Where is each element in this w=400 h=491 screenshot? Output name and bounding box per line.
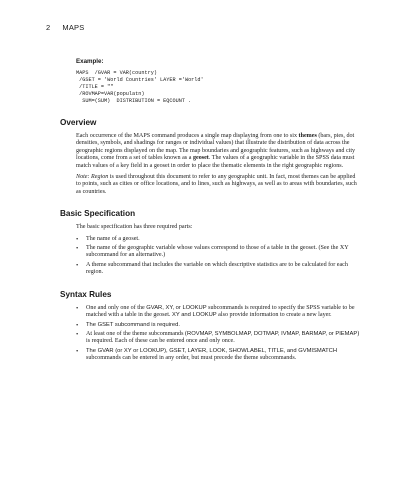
- term-geoset: geoset: [192, 155, 209, 162]
- page-body: [60, 58, 360, 365]
- overview-paragraph: Each occurrence of the MAPS command produces a single map displaying from one to six themes (bars, pies, dot densities, symbols, and shadings for ranges or individual values) that illustrate the distribution of data across the geographic regions displayed on the map. The map boundaries and geographic features, such as highways and city locations, come from a set of tables known as a geoset. The values of a geographic variable in the SPSS data must match values of a key field in a geoset in order to place the thematic elements in the right geographic regions.: [76, 133, 356, 169]
- section-title: MAPS: [62, 23, 85, 32]
- term-themes: themes: [298, 133, 317, 139]
- syntax-rules-heading: Syntax Rules: [60, 289, 112, 299]
- list-item: • The name of a geoset.: [76, 236, 360, 243]
- basic-spec-list: [60, 236, 360, 277]
- basic-spec-heading: Basic Specification: [60, 209, 136, 219]
- page-number: 2: [46, 23, 51, 32]
- list-item: • The GSET subcommand is required.: [76, 322, 360, 329]
- list-item: • A theme subcommand that includes the variable on which descriptive statistics are to be calculated for each region.: [76, 262, 360, 277]
- example-code: MAPS /GVAR = VAR(country) /GSET = 'World Countries' LAYER ='World' /TITLE = "" /ROVMAP=VAR(populatn) SUM=(SUM) DISTRIBUTION = EQCOUNT .: [76, 70, 204, 104]
- list-item: • The name of the geographic variable whose values correspond to those of a table in the geoset. (See the XY subcommand for an alternative.): [76, 245, 360, 260]
- syntax-rules-list: [60, 305, 360, 363]
- list-item: • One and only one of the GVAR, XY, or LOOKUP subcommands is required to specify the SPSS variable to be matched with a table in the geoset. XY and LOOKUP also provide information to create a new layer.: [76, 305, 360, 320]
- running-header: [46, 23, 84, 32]
- overview-note: Note: Region is used throughout this document to refer to any geographic unit. In fact, most themes can be applied to points, such as cities or office locations, and to lines, such as highways, as well as to areas with boundaries, such as countries.: [76, 174, 357, 195]
- overview-heading: Overview: [60, 118, 97, 127]
- list-item: • At least one of the theme subcommands (ROVMAP, SYMBOLMAP, DOTMAP, IVMAP, BARMAP, or PIEMAP) is required. Each of these can be entered once and only once.: [76, 331, 360, 346]
- list-item: • The GVAR (or XY or LOOKUP), GSET, LAYER, LOOK, SHOWLABEL, TITLE, and GVMISMATCH subcommands can be entered in any order, but must precede the theme subcommands.: [76, 348, 360, 363]
- example-label: Example:: [76, 58, 104, 65]
- basic-spec-intro: The basic specification has three required parts:: [76, 224, 193, 231]
